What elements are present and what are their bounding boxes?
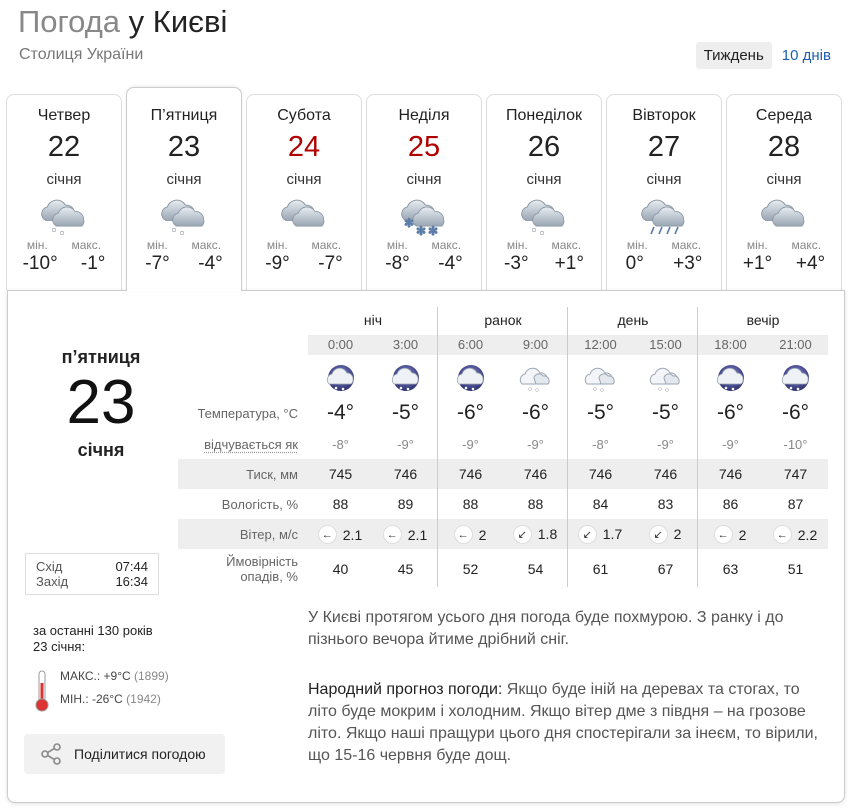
min-label: мін.	[506, 238, 528, 252]
day-tab[interactable]	[726, 94, 842, 290]
wind-value	[568, 525, 633, 544]
feels-like-value: -8°	[592, 436, 609, 452]
max-temp: -4°	[438, 253, 463, 274]
day-name: Середа	[755, 107, 813, 124]
hour-label: 0:00	[327, 337, 354, 352]
selected-day-number: 23	[66, 368, 136, 437]
min-label: мін.	[386, 238, 408, 252]
temperature-row	[178, 397, 828, 429]
precip-value: 67	[657, 561, 674, 577]
history-title-line1: за останні 130 років	[33, 623, 153, 638]
row-label	[178, 406, 308, 421]
precip-label-line2: опадів, %	[240, 569, 298, 584]
history-title-line2: 23 січня:	[33, 639, 86, 654]
temperature-value: -6°	[521, 401, 550, 424]
row-label	[178, 467, 308, 482]
feels-like-label[interactable]: відчувається як	[204, 436, 298, 452]
min-temp: -10°	[22, 253, 58, 274]
max-temp: +3°	[673, 253, 703, 274]
wind-value	[438, 525, 503, 544]
temperature-value: -6°	[781, 401, 810, 424]
svg-text:✻: ✻	[428, 224, 439, 237]
pressure-value: 747	[783, 466, 808, 482]
max-temp: +4°	[795, 253, 826, 274]
pressure-value: 746	[523, 466, 548, 482]
title-weather-word: Погода	[18, 4, 121, 39]
wind-value	[763, 525, 828, 544]
temperature-value: -5°	[586, 401, 615, 424]
min-label: мін.	[626, 238, 648, 252]
sunrise-time: 07:44	[115, 559, 148, 574]
max-label: макс.	[431, 238, 462, 252]
row-label	[178, 554, 308, 584]
temperature-value: -5°	[391, 401, 420, 424]
day-name: Вівторок	[632, 107, 696, 124]
cloud-snow-icon	[633, 358, 698, 394]
history-title	[33, 623, 203, 655]
max-temp: +1°	[554, 253, 584, 274]
wind-direction-icon: ↙	[514, 526, 531, 543]
share-label: Поділитися погодою	[74, 746, 206, 762]
day-number: 23	[167, 131, 201, 163]
wind-speed: 2	[478, 526, 487, 543]
max-label: макс.	[191, 238, 222, 252]
max-label: макс.	[71, 238, 102, 252]
wind-direction-icon: ←	[715, 526, 732, 543]
history-max-year: (1899)	[134, 669, 169, 683]
day-number: 28	[767, 131, 801, 163]
min-temp: +1°	[742, 253, 773, 274]
hour-label: 3:00	[392, 337, 419, 352]
row-label	[178, 497, 308, 512]
day-month: січня	[526, 171, 562, 188]
cloudy-snow-icon	[38, 197, 90, 237]
sunrise-label: Схід	[36, 559, 63, 574]
title-city: у Києві	[128, 4, 228, 39]
history-max	[60, 665, 203, 688]
folk-forecast	[308, 679, 828, 767]
min-temp: -7°	[145, 253, 170, 274]
pressure-value: 746	[718, 466, 743, 482]
wind-value	[633, 525, 698, 544]
humidity-value: 89	[397, 496, 414, 512]
hour-label: 18:00	[714, 337, 747, 352]
humidity-value: 87	[787, 496, 804, 512]
precip-value: 51	[787, 561, 804, 577]
humidity-row	[178, 489, 828, 519]
feels-like-value: -9°	[527, 436, 544, 452]
wind-direction-icon: ↙	[579, 526, 596, 543]
day-number: 25	[407, 131, 441, 163]
day-tab[interactable]	[486, 94, 602, 290]
selected-day	[26, 347, 176, 461]
rain-icon	[638, 197, 690, 237]
sunset-time: 16:34	[115, 574, 148, 589]
min-label: мін.	[146, 238, 168, 252]
feels-like-value: -10°	[783, 436, 808, 452]
history-max-value: МАКС.: +9°C	[60, 669, 131, 683]
min-temp: -3°	[504, 253, 529, 274]
hour-label: 15:00	[649, 337, 682, 352]
humidity-label: Вологість, %	[221, 496, 298, 512]
night-cloudy-snow-icon	[763, 358, 828, 394]
cloudy-snow-icon	[518, 197, 570, 237]
max-temp: -1°	[80, 253, 106, 274]
pressure-label: Тиск, мм	[246, 466, 298, 482]
day-tab[interactable]	[366, 94, 482, 290]
folk-heading: Народний прогноз погоди:	[308, 681, 503, 698]
night-cloudy-snow-icon	[698, 358, 763, 394]
selected-day-name: п’ятниця	[61, 347, 141, 367]
wind-speed: 1.7	[602, 526, 623, 543]
day-month: січня	[46, 171, 82, 188]
time-groups	[308, 305, 828, 335]
day-tab[interactable]	[6, 94, 122, 290]
day-month: січня	[406, 171, 442, 188]
day-month: січня	[766, 171, 802, 188]
ten-days-link[interactable]: 10 днів	[781, 47, 831, 64]
day-number: 27	[647, 131, 681, 163]
cloud-snow-icon	[568, 358, 633, 394]
day-name: Понеділок	[505, 107, 583, 124]
heavy-snow-icon	[398, 197, 450, 237]
day-number: 24	[287, 131, 321, 163]
feels-like-value: -9°	[397, 436, 414, 452]
wind-direction-icon: ←	[455, 526, 472, 543]
share-icon	[40, 743, 62, 765]
history-min-year: (1942)	[126, 692, 161, 706]
humidity-value: 86	[722, 496, 739, 512]
thermometer-icon	[33, 669, 51, 713]
history-record-values	[33, 665, 203, 711]
wind-speed: 2	[738, 526, 747, 543]
svg-text:✻: ✻	[416, 224, 427, 237]
time-group: вечір	[746, 312, 780, 328]
wind-value	[308, 525, 373, 544]
wind-direction-icon: ←	[319, 526, 336, 543]
min-label: мін.	[26, 238, 48, 252]
night-cloudy-snow-icon	[308, 358, 373, 394]
day-tabs	[6, 94, 846, 290]
wind-speed: 2.1	[342, 526, 363, 543]
feels-like-value: -9°	[462, 436, 479, 452]
column-separator	[567, 307, 568, 587]
max-label: макс.	[791, 238, 822, 252]
temperature-value: -5°	[651, 401, 680, 424]
precip-value: 61	[592, 561, 609, 577]
wind-row	[178, 519, 828, 549]
pressure-value: 745	[328, 466, 353, 482]
day-number: 22	[47, 131, 81, 163]
min-temp: -9°	[265, 253, 290, 274]
precip-value: 54	[527, 561, 544, 577]
pressure-value: 746	[458, 466, 483, 482]
day-name: Субота	[277, 107, 331, 124]
day-month: січня	[166, 171, 202, 188]
time-group: день	[617, 312, 649, 328]
day-name: Четвер	[37, 107, 91, 124]
feels-like-value: -9°	[722, 436, 739, 452]
precip-value: 52	[462, 561, 479, 577]
hour-label: 12:00	[584, 337, 617, 352]
day-number: 26	[527, 131, 561, 163]
wind-speed: 2.2	[797, 526, 818, 543]
time-group: ніч	[363, 312, 383, 328]
sun-times	[25, 553, 159, 595]
precip-row	[178, 549, 828, 589]
min-temp: -8°	[385, 253, 410, 274]
page-title	[18, 4, 227, 40]
day-month: січня	[286, 171, 322, 188]
column-separator	[437, 307, 438, 587]
max-label: макс.	[551, 238, 582, 252]
history-min	[60, 688, 203, 711]
row-label	[178, 527, 308, 542]
min-label: мін.	[266, 238, 288, 252]
week-button[interactable]: Тиждень	[696, 42, 772, 69]
wind-value	[503, 525, 568, 544]
precip-value: 45	[397, 561, 414, 577]
wind-label: Вітер, м/с	[239, 526, 298, 542]
row-label	[178, 437, 308, 452]
humidity-value: 84	[592, 496, 609, 512]
history-min-value: МІН.: -26°C	[60, 692, 123, 706]
icons-row	[178, 355, 828, 397]
range-switch	[696, 42, 839, 69]
wind-speed: 2.1	[407, 526, 428, 543]
wind-direction-icon: ↙	[650, 526, 667, 543]
pressure-value: 746	[653, 466, 678, 482]
wind-value	[698, 525, 763, 544]
day-detail-panel	[7, 290, 845, 803]
pressure-row	[178, 459, 828, 489]
wind-speed: 2	[673, 526, 682, 543]
feels-like-value: -9°	[657, 436, 674, 452]
column-separator	[697, 307, 698, 587]
day-name: Неділя	[398, 107, 450, 124]
min-label: мін.	[746, 238, 768, 252]
humidity-value: 88	[527, 496, 544, 512]
wind-direction-icon: ←	[384, 526, 401, 543]
feels-like-value: -8°	[332, 436, 349, 452]
selected-day-month: січня	[77, 440, 125, 460]
wind-speed: 1.8	[537, 526, 558, 543]
folk-text: Якщо буде іній на деревах та стогах, то літо буде мокрим і холодним. Якщо вітер дме з півдня – на грозове літо. Якщо наші пращури цього дня спостерігали за інеєм, то вірили, що 15-16 червня буде дощ.	[308, 681, 818, 764]
pressure-value: 746	[393, 466, 418, 482]
precip-label-line1: Ймовірність	[226, 554, 298, 569]
day-tab[interactable]	[246, 94, 362, 290]
city-subtitle: Столиця України	[19, 46, 144, 63]
hour-label: 9:00	[522, 337, 549, 352]
max-temp: -7°	[318, 253, 343, 274]
day-tab[interactable]	[126, 87, 242, 291]
humidity-value: 88	[332, 496, 349, 512]
hourly-table	[178, 305, 828, 589]
temperature-value: -6°	[456, 401, 485, 424]
cloud-snow-icon	[503, 358, 568, 394]
precip-value: 40	[332, 561, 349, 577]
weather-description: У Києві протягом усього дня погода буде похмурою. З ранку і до пізнього вечора йтиме дрібний сніг.	[308, 609, 784, 648]
max-label: макс.	[671, 238, 702, 252]
cloudy-icon	[758, 197, 810, 237]
wind-value	[373, 525, 438, 544]
temperature-value: -4°	[326, 401, 355, 424]
wind-direction-icon: ←	[774, 526, 791, 543]
feels-like-row	[178, 429, 828, 459]
share-weather-button[interactable]	[24, 734, 225, 774]
hour-label: 6:00	[457, 337, 484, 352]
max-label: макс.	[311, 238, 342, 252]
min-temp: 0°	[625, 253, 644, 274]
hour-label: 21:00	[779, 337, 812, 352]
pressure-value: 746	[588, 466, 613, 482]
night-cloudy-snow-icon	[438, 358, 503, 394]
precip-value: 63	[722, 561, 739, 577]
svg-text:✻: ✻	[404, 216, 415, 230]
temperature-label: Температура, °C	[197, 405, 298, 421]
temperature-value: -6°	[716, 401, 745, 424]
time-group: ранок	[484, 312, 522, 328]
cloudy-icon	[278, 197, 330, 237]
humidity-value: 88	[462, 496, 479, 512]
max-temp: -4°	[198, 253, 223, 274]
day-month: січня	[646, 171, 682, 188]
day-name: П’ятниця	[150, 107, 218, 124]
night-cloudy-snow-icon	[373, 358, 438, 394]
history-records	[33, 623, 203, 711]
hours-row	[308, 335, 828, 355]
humidity-value: 83	[657, 496, 674, 512]
sunset-label: Захід	[36, 574, 69, 589]
day-tab[interactable]	[606, 94, 722, 290]
cloudy-snow-icon	[158, 197, 210, 237]
